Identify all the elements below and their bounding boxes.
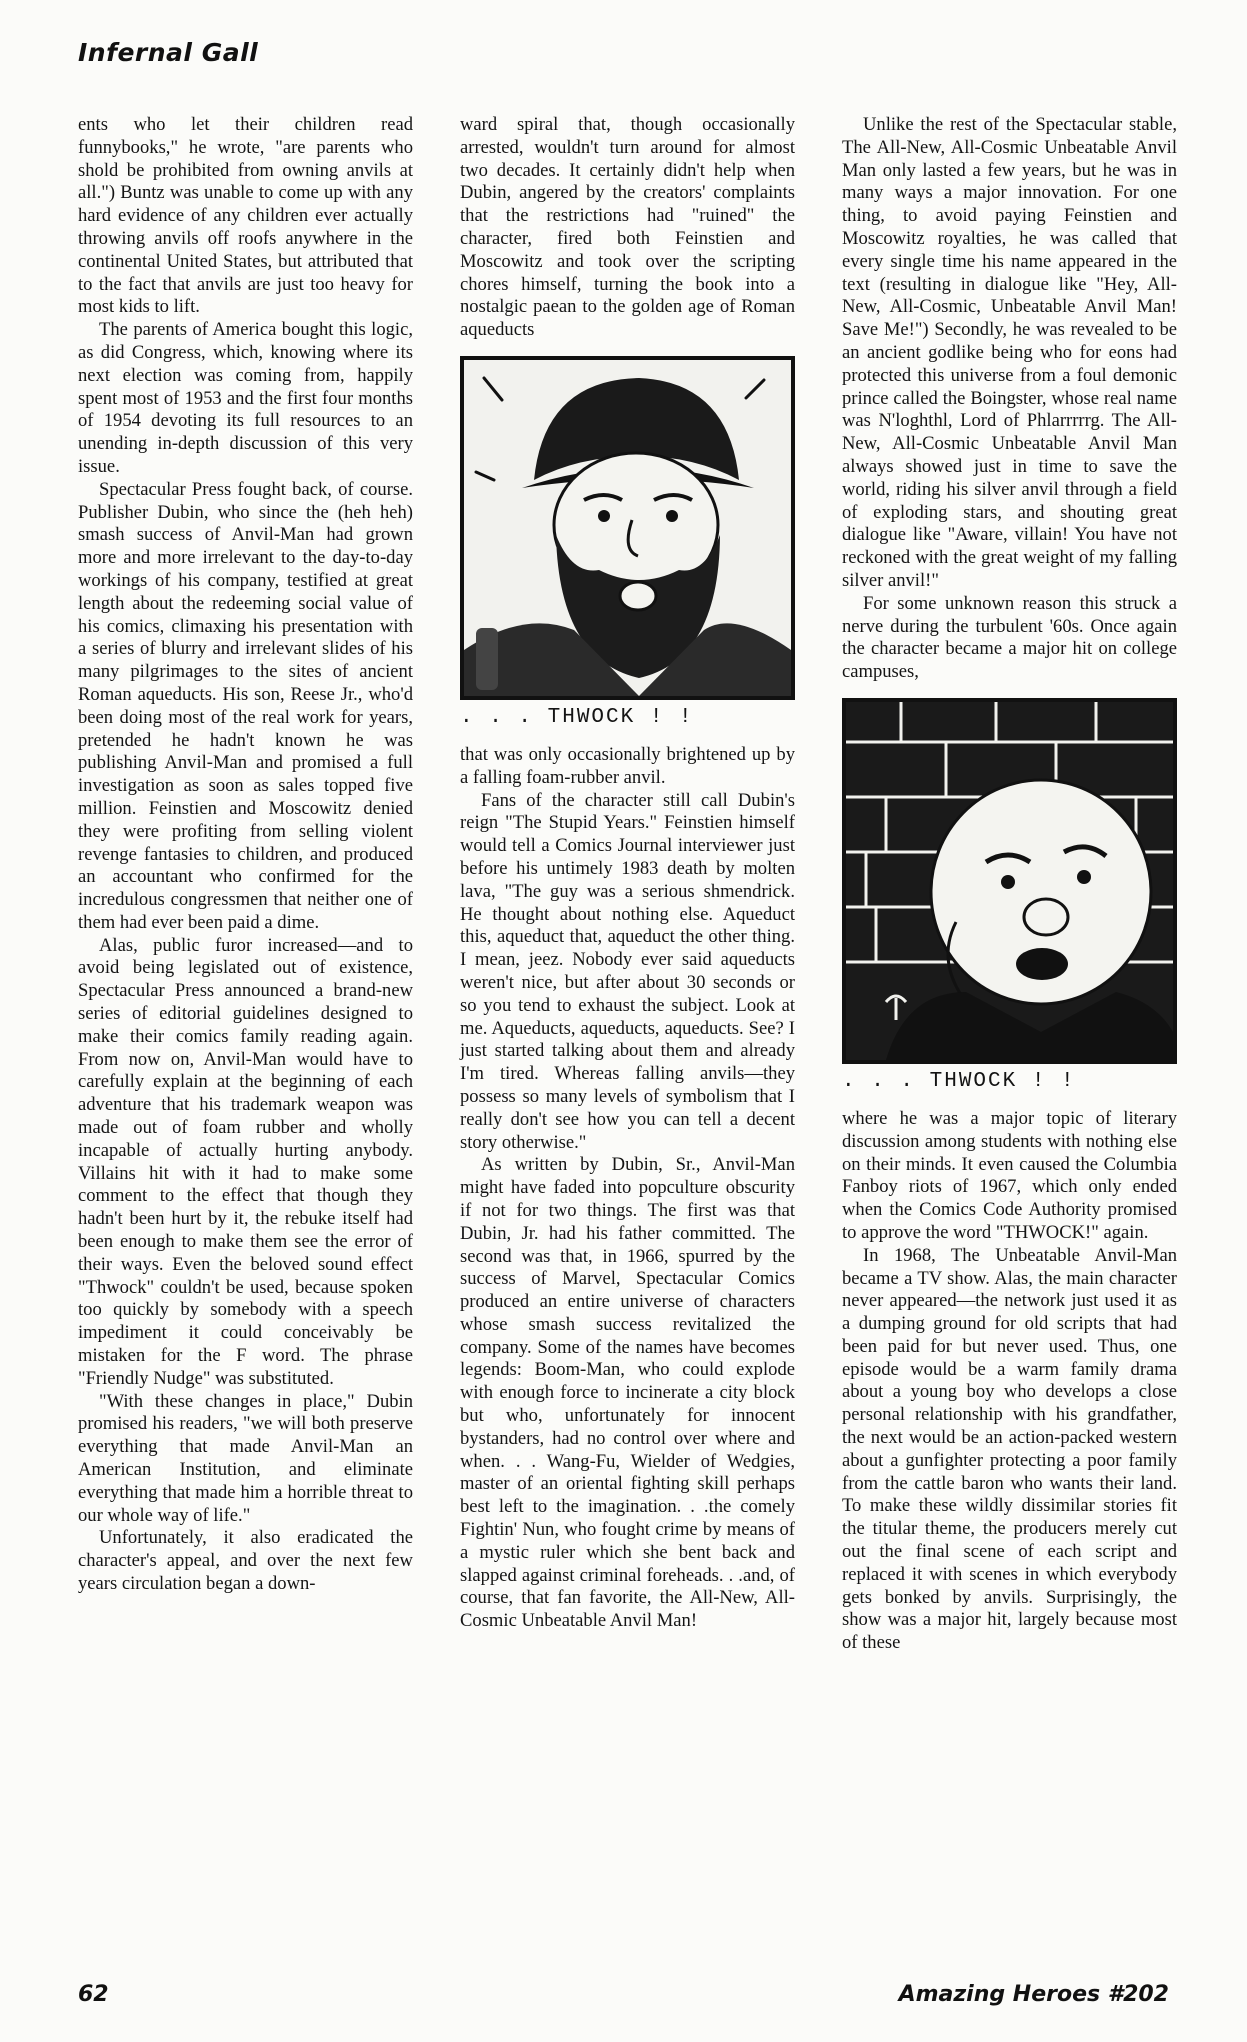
panel-caption: . . . THWOCK ! ! [842,1069,1076,1093]
paragraph: Alas, public furor increased—and to avoid being legislated out of existence, Spectacular Press announced a brand-new series of editorial guidelines designed to make their comics family reading again. From now on, Anvil-Man would have to carefully explain at the beginning of each adventure that his trademark weapon was made out of foam rubber and wholly incapable of actually hurting anybody. Villains hit with it had to make some comment to the effect that though they hadn't been hurt by it, the rebuke itself had been enough to make them see the error of their ways. Even the beloved sound effect "Thwock" couldn't be used, because spoken too quickly by somebody with a speech impediment it could conceivably be mistaken for the F word. The phrase "Friendly Nudge" was substituted. [78,934,413,1389]
paragraph: that was only occasionally brightened up by a falling foam-rubber anvil. [460,743,795,788]
paragraph: Fans of the character still call Dubin's reign "The Stupid Years." Feinstien himself would tell a Comics Journal interviewer just before his untimely 1983 death by molten lava, "The guy was a serious shmendrick. He thought about nothing else. Aqueduct this, aqueduct that, aqueduct the other thing. I mean, jeez. Nobody ever said aqueducts weren't nice, but after about 30 seconds or so you tend to exhaust the subject. Look at me. Aqueducts, aqueducts, aqueducts. See? I just started talking about them and already I'm tired. Whereas falling anvils—they possess so many levels of symbolism that I really don't see how you can tell a decent story otherwise." [460,789,795,1153]
paragraph: where he was a major topic of literary discussion among students with nothing else on their minds. It even caused the Columbia Fanboy riots of 1967, which only ended when the Comics Code Authority promised to approve the word "THWOCK!" again. [842,1107,1177,1243]
section-title: Infernal Gall [78,38,259,67]
publication-name: Amazing Heroes #202 [898,1982,1169,2007]
page-number: 62 [78,1982,109,2007]
paragraph: Unlike the rest of the Spectacular stable, The All-New, All-Cosmic Unbeatable Anvil Man only lasted a few years, but he was in many ways a major innovation. For one thing, to avoid paying Feinstien and Moscowitz royalties, he was called that every single time his name appeared in the text (resulting in dialogue like "Hey, All-New, All-Cosmic, Unbeatable Anvil Man! Save Me!") Secondly, he was revealed to be an ancient godlike being who for eons had protected this universe from a foul demonic prince called the Boingster, whose real name was N'loghthl, Lord of Phlarrrrrg. The All-New, All-Cosmic Unbeatable Anvil Man always showed just in time to save the world, riding his silver anvil through a field of exploding stars, and shouting great dialogue like "Aware, villain! You have not reckoned with the great weight of my falling silver anvil!" [842,114,1177,591]
comic-panel-bald-man [842,698,1177,1064]
bald-man-illustration [846,702,1173,1060]
paragraph: As written by Dubin, Sr., Anvil-Man might have faded into popculture obscurity if not for two things. The first was that Dubin, Jr. had his father committed. The second was that, in 1966, spurred by the success of Marvel, Spectacular Comics produced an entire universe of characters whose smash success revitalized the company. Some of the names have becomes legends: Boom-Man, who could explode with enough force to incinerate a city block but who, unfortunately for innocent bystanders, had no control over where and when. . . Wang-Fu, Wielder of Wedgies, master of an oriental fighting skill perhaps best left to the imagination. . .the comely Fightin' Nun, who fought crime by means of a mystic ruler which she bent back and slapped against criminal foreheads. . .and, of course, that fan favorite, the All-New, All-Cosmic Unbeatable Anvil Man! [460,1154,795,1632]
paragraph: Spectacular Press fought back, of course. Publisher Dubin, who since the (heh heh) smash success of Anvil-Man had grown more and more irrelevant to the day-to-day workings of his company, testified at great length about the redeeming social value of his comics, climaxing his presentation with a series of blurry and irrelevant slides of his many pilgrimages to the sites of ancient Roman aqueducts. His son, Reese Jr., who'd been doing most of the real work for years, pretended he hadn't known he was publishing Anvil-Man and promised a full investigation as soon as sales topped five million. Feinstien and Moscowitz denied they were profiting from selling violent revenge fantasies to children, and produced an accountant who confirmed for the incredulous congressmen that neither one of them had ever been paid a dime. [78,478,413,933]
article-column-3 [842,114,1177,1655]
paragraph: ents who let their children read funnybooks," he wrote, "are parents who shold be prohibited from owning anvils at all.") Buntz was unable to come up with any hard evidence of any children ever actually throwing anvils off roofs anywhere in the continental United States, but attributed that to the fact that anvils are just too heavy for most kids to lift. [78,114,413,318]
paragraph: ward spiral that, though occasionally arrested, wouldn't turn around for almost two decades. It certainly didn't help when Dubin, angered by the creators' complaints that the restrictions had "ruined" the character, fired both Feinstien and Moscowitz and took over the scripting chores himself, turning the book into a nostalgic paean to the golden age of Roman aqueducts [460,114,795,341]
paragraph: The parents of America bought this logic, as did Congress, which, knowing where its next election was coming from, happily spent most of 1953 and the first four months of 1954 devoting its full resources to an unending in-depth discussion of this very issue. [78,319,413,477]
comic-panel-bearded-man [460,356,795,700]
article-column-2 [460,114,795,1633]
paragraph: "With these changes in place," Dubin promised his readers, "we will both preserve everything that made Anvil-Man an American Institution, and eliminate everything that made him a horrible threat to our whole way of life." [78,1390,413,1526]
article-column-1 [78,114,413,1596]
bearded-man-illustration [464,360,791,696]
paragraph: For some unknown reason this struck a nerve during the turbulent '60s. Once again the character became a major hit on college campuses, [842,592,1177,683]
paragraph: Unfortunately, it also eradicated the character's appeal, and over the next few years circulation began a down- [78,1527,413,1594]
paragraph: In 1968, The Unbeatable Anvil-Man became a TV show. Alas, the main character never appeared—the network just used it as a dumping ground for old scripts that had been paid for but never used. Thus, one episode would be a warm family drama about a young boy who develops a close personal relationship with his grandfather, the next would be an action-packed western about a gunfighter protecting a poor family from the cattle baron who wants their land. To make these wildly dissimilar stories fit the titular theme, the producers merely cut out the final scene of each script and replaced it with scenes in which everybody gets bonked by anvils. Surprisingly, the show was a major hit, largely because most of these [842,1244,1177,1654]
panel-caption: . . . THWOCK ! ! [460,705,694,729]
